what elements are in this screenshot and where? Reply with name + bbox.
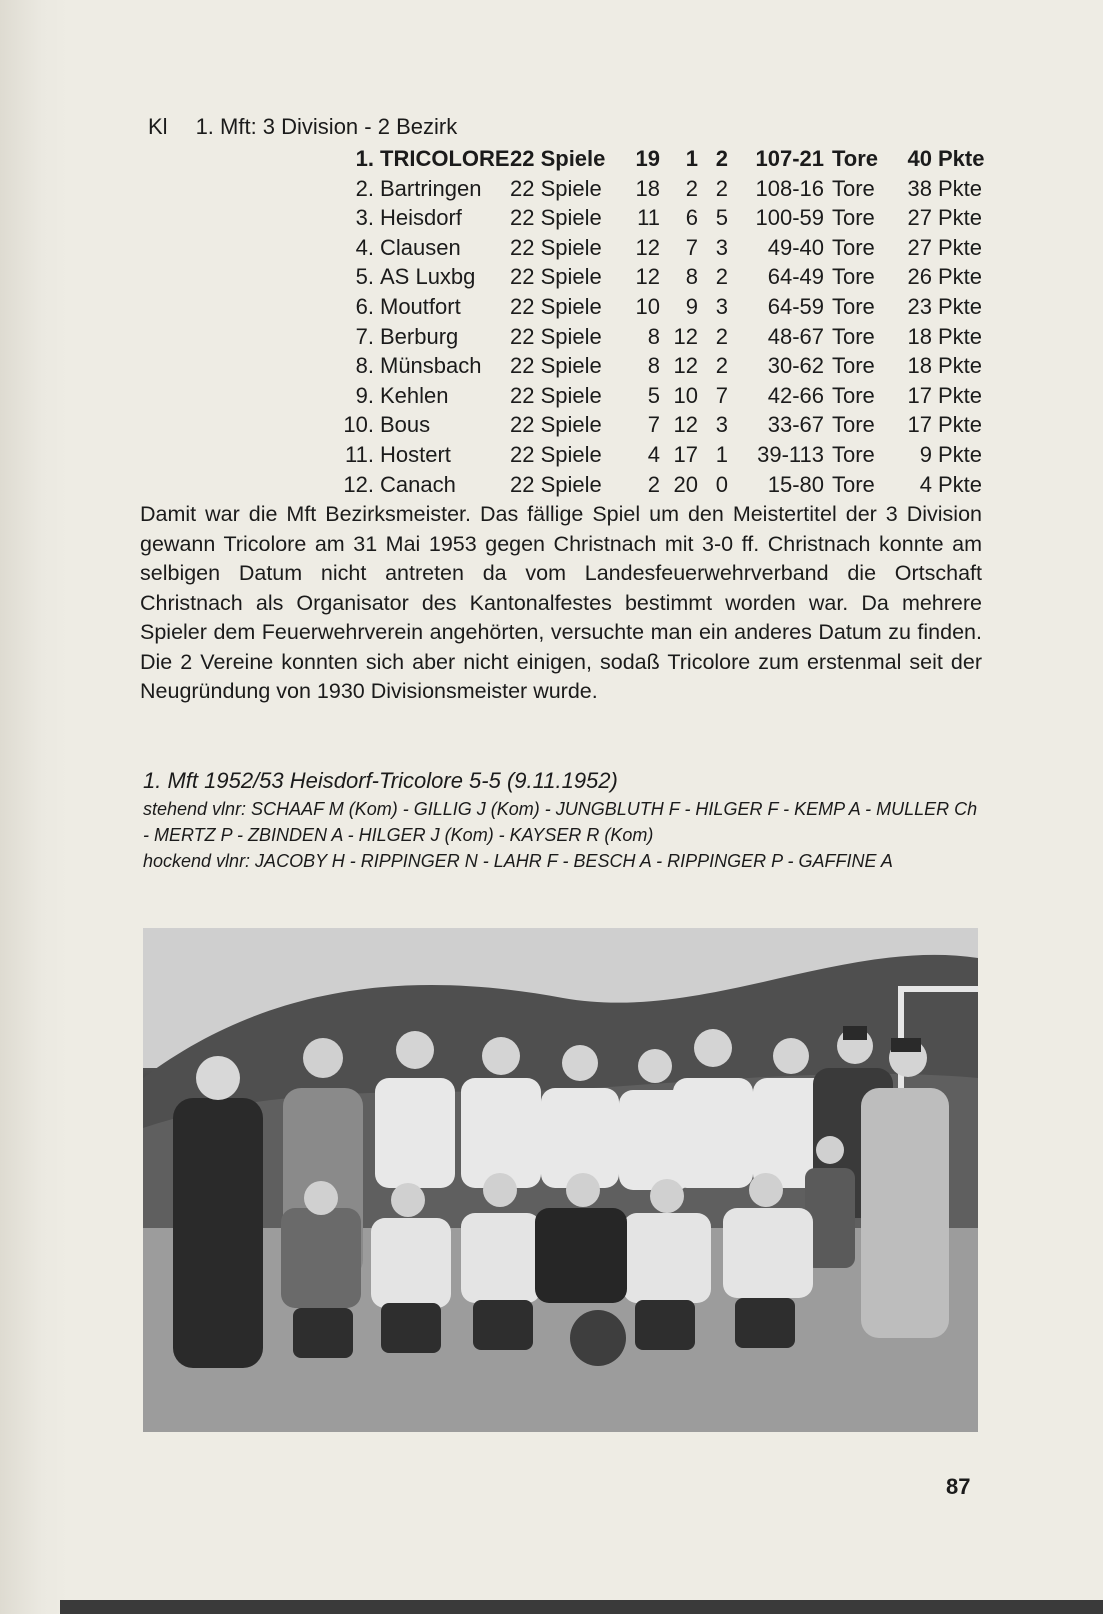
- rank-cell: 4.: [355, 234, 374, 260]
- standings-row: [340, 262, 988, 292]
- pkte-label: Pkte: [938, 234, 983, 260]
- games-cell: 22 Spiele: [510, 264, 602, 290]
- games-cell: 22 Spiele: [510, 471, 602, 497]
- rank-cell: 12.: [343, 471, 374, 497]
- goals-cell: 64-49: [767, 264, 824, 290]
- draws-cell: 6: [685, 205, 698, 231]
- losses-cell: 5: [715, 205, 728, 231]
- points-cell: 27: [907, 205, 932, 231]
- points-cell: 4: [919, 471, 932, 497]
- team-cell: Bartringen: [380, 175, 482, 201]
- games-cell: 22 Spiele: [510, 234, 602, 260]
- goals-cell: 39-113: [757, 441, 824, 467]
- wins-cell: 10: [635, 293, 660, 319]
- section-heading: [148, 114, 457, 140]
- caption-crouching: hockend vlnr: JACOBY H - RIPPINGER N - LAHR F - BESCH A - RIPPINGER P - GAFFINE A: [143, 851, 893, 871]
- draws-cell: 12: [673, 323, 698, 349]
- tore-label: Tore: [832, 205, 875, 231]
- tore-label: Tore: [832, 175, 875, 201]
- rank-cell: 9.: [355, 382, 374, 408]
- team-cell: Heisdorf: [380, 205, 462, 231]
- goals-cell: 42-66: [767, 382, 824, 408]
- wins-cell: 5: [647, 382, 660, 408]
- points-cell: 18: [907, 323, 932, 349]
- games-cell: 22 Spiele: [510, 293, 602, 319]
- rank-cell: 11.: [345, 441, 374, 467]
- games-cell: 22 Spiele: [510, 323, 602, 349]
- draws-cell: 10: [673, 382, 698, 408]
- pkte-label: Pkte: [938, 205, 983, 231]
- games-cell: 22 Spiele: [510, 146, 606, 171]
- torn-page-edge: [0, 0, 70, 1614]
- games-cell: 22 Spiele: [510, 175, 602, 201]
- wins-cell: 11: [637, 205, 660, 231]
- pkte-label: Pkte: [938, 353, 983, 379]
- pkte-label: Pkte: [938, 441, 983, 467]
- bottom-edge-bar: [60, 1600, 1103, 1614]
- losses-cell: 0: [715, 471, 728, 497]
- losses-cell: 2: [715, 353, 728, 379]
- tore-label: Tore: [832, 471, 875, 497]
- team-cell: TRICOLORE: [380, 146, 510, 171]
- goals-cell: 15-80: [767, 471, 824, 497]
- caption-title: 1. Mft 1952/53 Heisdorf-Tricolore 5-5 (9.11.1952): [143, 768, 618, 793]
- photo-caption: [143, 766, 983, 874]
- draws-cell: 2: [685, 175, 698, 201]
- wins-cell: 2: [647, 471, 660, 497]
- standings-row: [340, 144, 988, 174]
- standings-row: [340, 292, 988, 322]
- draws-cell: 8: [685, 264, 698, 290]
- losses-cell: 3: [715, 293, 728, 319]
- rank-cell: 3.: [355, 205, 374, 231]
- wins-cell: 12: [635, 264, 660, 290]
- points-cell: 17: [907, 412, 932, 438]
- rank-cell: 1.: [355, 146, 374, 171]
- losses-cell: 2: [715, 264, 728, 290]
- pkte-label: Pkte: [938, 412, 983, 438]
- goals-cell: 33-67: [767, 412, 824, 438]
- tore-label: Tore: [832, 146, 879, 171]
- standings-row: [340, 322, 988, 352]
- losses-cell: 3: [715, 234, 728, 260]
- standings-row: [340, 351, 988, 381]
- draws-cell: 20: [673, 471, 698, 497]
- pkte-label: Pkte: [938, 471, 983, 497]
- losses-cell: 2: [715, 146, 728, 171]
- goals-cell: 100-59: [755, 205, 824, 231]
- rank-cell: 2.: [355, 175, 374, 201]
- standings-table: [340, 144, 988, 499]
- losses-cell: 2: [715, 175, 728, 201]
- team-cell: Hostert: [380, 441, 451, 467]
- wins-cell: 19: [635, 146, 660, 171]
- rank-cell: 6.: [355, 293, 374, 319]
- goals-cell: 108-16: [755, 175, 824, 201]
- team-cell: Münsbach: [380, 353, 482, 379]
- games-cell: 22 Spiele: [510, 412, 602, 438]
- pkte-label: Pkte: [938, 323, 983, 349]
- draws-cell: 12: [673, 412, 698, 438]
- team-photo-drawing: [143, 928, 978, 1432]
- rank-cell: 8.: [355, 353, 374, 379]
- team-cell: Moutfort: [380, 293, 461, 319]
- wins-cell: 8: [647, 353, 660, 379]
- pkte-label: Pkte: [938, 382, 983, 408]
- goals-cell: 48-67: [767, 323, 824, 349]
- pkte-label: Pkte: [938, 264, 983, 290]
- team-cell: Bous: [380, 412, 431, 438]
- points-cell: 18: [907, 353, 932, 379]
- games-cell: 22 Spiele: [510, 205, 602, 231]
- points-cell: 23: [907, 293, 932, 319]
- losses-cell: 3: [715, 412, 728, 438]
- rank-cell: 7.: [355, 323, 374, 349]
- losses-cell: 1: [715, 441, 728, 467]
- tore-label: Tore: [832, 293, 875, 319]
- draws-cell: 1: [685, 146, 698, 171]
- team-cell: Canach: [380, 471, 456, 497]
- rank-cell: 5.: [355, 264, 374, 290]
- points-cell: 38: [907, 175, 932, 201]
- losses-cell: 7: [715, 382, 728, 408]
- heading-prefix: Kl: [148, 114, 168, 139]
- tore-label: Tore: [832, 353, 875, 379]
- tore-label: Tore: [832, 382, 875, 408]
- standings-row: [340, 381, 988, 411]
- points-cell: 26: [907, 264, 932, 290]
- pkte-label: Pkte: [938, 293, 983, 319]
- standings-row: [340, 440, 988, 470]
- standings-row: [340, 410, 988, 440]
- wins-cell: 4: [647, 441, 660, 467]
- goals-cell: 64-59: [767, 293, 824, 319]
- page-number: 87: [946, 1474, 971, 1499]
- standings-row: [340, 233, 988, 263]
- goals-cell: 30-62: [767, 353, 824, 379]
- wins-cell: 12: [635, 234, 660, 260]
- pkte-label: Pkte: [938, 175, 983, 201]
- tore-label: Tore: [832, 323, 875, 349]
- pkte-label: Pkte: [938, 146, 985, 171]
- team-cell: Clausen: [380, 234, 461, 260]
- games-cell: 22 Spiele: [510, 441, 602, 467]
- team-cell: Kehlen: [380, 382, 449, 408]
- draws-cell: 17: [673, 441, 698, 467]
- team-cell: Berburg: [380, 323, 459, 349]
- team-cell: AS Luxbg: [380, 264, 476, 290]
- points-cell: 27: [907, 234, 932, 260]
- body-paragraph: Damit war die Mft Bezirksmeister. Das fällige Spiel um den Meistertitel der 3 Division gewann Tricolore am 31 Mai 1953 gegen Christnach mit 3-0 ff. Christnach konnte am selbigen Datum nicht antreten da vom Landesfeuerwehrverband die Ortschaft Christnach als Organisator des Kantonalfestes bestimmt worden war. Da mehrere Spieler dem Feuerwehrverein angehörten, versuchte man ein anderes Datum zu finden. Die 2 Vereine konnten sich aber nicht einigen, sodaß Tricolore zum erstenmal seit der Neugründung von 1930 Divisionsmeister wurde.: [140, 502, 982, 703]
- standings-row: [340, 470, 988, 500]
- losses-cell: 2: [715, 323, 728, 349]
- games-cell: 22 Spiele: [510, 382, 602, 408]
- draws-cell: 7: [685, 234, 698, 260]
- wins-cell: 7: [647, 412, 660, 438]
- points-cell: 40: [907, 146, 932, 171]
- points-cell: 9: [919, 441, 932, 467]
- goals-cell: 49-40: [767, 234, 824, 260]
- tore-label: Tore: [832, 412, 875, 438]
- tore-label: Tore: [832, 264, 875, 290]
- standings-row: [340, 203, 988, 233]
- games-cell: 22 Spiele: [510, 353, 602, 379]
- draws-cell: 12: [673, 353, 698, 379]
- points-cell: 17: [907, 382, 932, 408]
- goals-cell: 107-21: [755, 146, 824, 171]
- draws-cell: 9: [685, 293, 698, 319]
- tore-label: Tore: [832, 234, 875, 260]
- standings-row: [340, 174, 988, 204]
- caption-standing: stehend vlnr: SCHAAF M (Kom) - GILLIG J (Kom) - JUNGBLUTH F - HILGER F - KEMP A - MULLER Ch - MERTZ P - ZBINDEN A - HILGER J (Kom) - KAYSER R (Kom): [143, 799, 978, 845]
- rank-cell: 10.: [343, 412, 374, 438]
- wins-cell: 18: [635, 175, 660, 201]
- heading-text: 1. Mft: 3 Division - 2 Bezirk: [195, 114, 458, 139]
- tore-label: Tore: [832, 441, 875, 467]
- team-photo: [143, 928, 978, 1432]
- wins-cell: 8: [647, 323, 660, 349]
